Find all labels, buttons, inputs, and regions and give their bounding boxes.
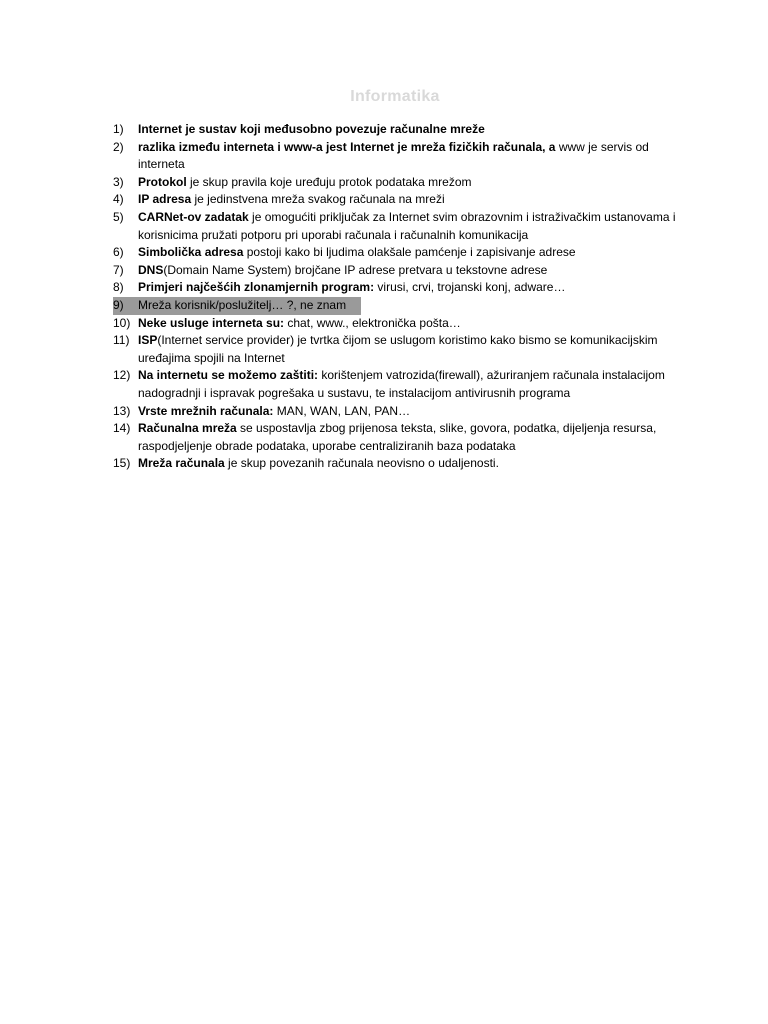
list-item-number: 7)	[113, 262, 124, 277]
list-item	[113, 209, 698, 244]
plain-text: www je servis od interneta	[138, 139, 649, 172]
list-item-text	[138, 332, 698, 367]
plain-text: virusi, crvi, trojanski konj, adware…	[374, 280, 566, 295]
list-item-text	[138, 315, 698, 333]
list-item-number: 1)	[113, 122, 124, 136]
bold-term: Vrste mrežnih računala:	[138, 403, 274, 418]
plain-text: chat, www., elektronička pošta…	[284, 315, 461, 330]
list-item-number: 15)	[113, 456, 131, 471]
list-item	[113, 139, 698, 174]
list-item-number: 6)	[113, 245, 124, 260]
list-item	[113, 420, 698, 455]
list-item	[113, 367, 698, 402]
list-item-number: 9)	[113, 297, 124, 312]
bold-term: CARNet-ov zadatak	[138, 209, 249, 224]
list-item-number: 8)	[113, 280, 124, 295]
list-item	[113, 244, 698, 262]
list-item-text	[138, 244, 698, 262]
list-item-text	[138, 209, 698, 244]
list-item-text	[138, 367, 698, 402]
plain-text: korištenjem vatrozida(firewall), ažuriranjem računala instalacijom nadogradnji i ispravak pogrešaka u sustavu, te instalacijom antivirusnih programa	[138, 368, 665, 400]
list-item-number: 4)	[113, 192, 124, 207]
list-item-number: 14)	[113, 421, 131, 436]
list-item-text	[138, 121, 698, 139]
list-item-text	[138, 455, 698, 473]
bold-term: Računalna mreža	[138, 421, 237, 436]
list-item	[113, 262, 698, 280]
plain-text: je omogućiti priključak za Internet svim obrazovnim i istraživačkim ustanovama i korisnicima pružati potporu pri uporabi računala i računalnih komunikacija	[138, 209, 676, 242]
bold-term: IP adresa	[138, 192, 192, 207]
bold-term: Primjeri najčešćih zlonamjernih program:	[138, 280, 375, 295]
plain-text: je skup pravila koje uređuju protok podataka mrežom	[186, 174, 472, 189]
list-item	[113, 455, 698, 473]
list-item-number: 10)	[113, 315, 131, 330]
list-item-text	[138, 139, 698, 174]
plain-text: je jedinstvena mreža svakog računala na mreži	[191, 192, 445, 207]
list-item-number: 13)	[113, 403, 131, 418]
bold-term: razlika između interneta i www-a jest Internet je mreža fizičkih računala, a	[138, 139, 559, 154]
bold-term: Protokol	[138, 174, 187, 189]
bold-term: ISP	[138, 333, 158, 348]
plain-text: (Internet service provider) je tvrtka čijom se uslugom koristimo kako bismo se komunikacijskim uređajima spojili na Internet	[138, 333, 658, 365]
plain-text: MAN, WAN, LAN, PAN…	[273, 403, 411, 418]
list-item	[113, 279, 698, 297]
bold-term: Neke usluge interneta su:	[138, 315, 285, 330]
plain-text: Mreža korisnik/poslužitelj… ?, ne znam	[138, 297, 347, 312]
list-item-text	[138, 403, 698, 421]
bold-term: DNS	[138, 262, 164, 277]
page-title: Informatika	[350, 88, 440, 105]
plain-text: se uspostavlja zbog prijenosa teksta, slike, govora, podatka, dijeljenja resursa, raspodjeljenje obrade podataka, uporabe centraliziranih baza podataka	[138, 421, 657, 453]
list-item-text	[138, 279, 698, 297]
numbered-list	[113, 121, 698, 473]
list-item-text	[138, 174, 698, 192]
list-item	[113, 191, 698, 209]
plain-text: (Domain Name System) brojčane IP adrese pretvara u tekstovne adrese	[163, 262, 548, 277]
list-item-text	[138, 297, 361, 315]
bold-term: Internet je sustav koji međusobno povezuje računalne mreže	[138, 122, 485, 136]
list-item	[113, 403, 698, 421]
list-item-number: 5)	[113, 209, 124, 224]
list-item-number: 12)	[113, 368, 131, 383]
list-item-text	[138, 191, 698, 209]
bold-term: Mreža računala	[138, 456, 225, 471]
list-item	[113, 297, 361, 315]
plain-text: je skup povezanih računala neovisno o udaljenosti.	[224, 456, 499, 471]
list-item-text	[138, 420, 698, 455]
list-item	[113, 121, 698, 139]
list-item-number: 2)	[113, 139, 124, 154]
list-item-number: 3)	[113, 174, 124, 189]
list-item	[113, 332, 698, 367]
list-item	[113, 174, 698, 192]
bold-term: Simbolička adresa	[138, 245, 244, 260]
bold-term: Na internetu se možemo zaštiti:	[138, 368, 319, 383]
plain-text: postoji kako bi ljudima olakšale pamćenje i zapisivanje adrese	[243, 245, 576, 260]
list-item-text	[138, 262, 698, 280]
list-item-number: 11)	[113, 333, 130, 348]
list-item	[113, 315, 698, 333]
